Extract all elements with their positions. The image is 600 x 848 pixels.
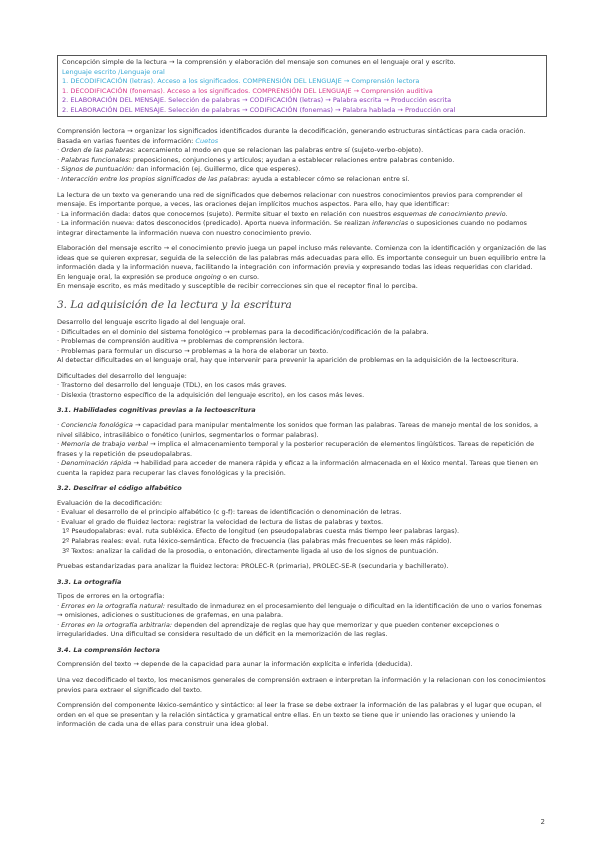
text: o en curso. xyxy=(220,272,260,281)
text: → habilidad para acceder de manera rápida y eficaz a la información almacenada en el léxico mental. Tareas que tienen en cuenta la rapidez para recuperar las claves fonológicas y la precisión. xyxy=(57,459,538,477)
paragraph xyxy=(57,592,547,640)
text: acercamiento al modo en que se relacionan las palabras entre sí (sujeto-verbo-objeto). xyxy=(135,146,424,155)
text: · Denominación rápida xyxy=(57,459,132,468)
summary-box xyxy=(57,55,547,117)
section-heading: 3. La adquisición de la lectura y la escritura xyxy=(57,299,292,312)
paragraph: Una vez decodificado el texto, los mecanismos generales de comprensión extraen e interpretan la información y la relacionan con los conocimientos previos para extraer el significado del texto. xyxy=(57,675,546,694)
text: → capacidad para manipular mentalmente los sonidos que forman las palabras. Tareas de manejo mental de los sonidos, a nivel silábico, intrasilábico o fonético (unirlos, segmentarlos o formar palabras). xyxy=(57,420,539,439)
text-line: 3º Textos: analizar la calidad de la prosodia, o entonación, directamente ligada al uso de los signos de puntuación. xyxy=(62,546,439,555)
text: · Orden de las palabras: xyxy=(57,146,136,155)
text-line: 1º Pseudopalabras: eval. ruta subléxica. Efecto de longitud (en pseudopalabras cuesta más tiempo leer palabras largas). xyxy=(62,527,460,536)
text: dependen del aprendizaje de reglas que hay que memorizar y que pueden contener excepciones o irregularidades. Una dificultad se considera resultado de un déficit en la memorización de las reglas. xyxy=(57,620,500,639)
subsection-heading: 3.4. La comprensión lectora xyxy=(57,645,160,654)
text: preposiciones, conjunciones y artículos; ayudan a establecer relaciones entre palabras contenido. xyxy=(130,155,455,164)
text-line: · Dislexia (trastorno específico de la adquisición del lenguaje escrito), en los casos más leves. xyxy=(57,390,365,399)
text: ayuda a establecer cómo se relacionan entre sí. xyxy=(249,175,410,184)
text-line xyxy=(57,621,547,640)
text-line: 2º Palabras reales: eval. ruta léxico-semántica. Efecto de frecuencia (las palabras más frecuentes se leen más rápido). xyxy=(62,536,452,545)
text: En lenguaje oral, la expresión se produce xyxy=(57,272,195,281)
page-number: 2 xyxy=(540,818,545,826)
text-line xyxy=(57,602,547,621)
text-line: · Evaluar el grado de fluidez lectora: registrar la velocidad de lectura de listas de palabras y textos. xyxy=(57,517,384,526)
text: o suposiciones cuando no podamos integrar directamente la información nueva con nuestro conocimiento previo. xyxy=(57,219,527,237)
text: esquemas de conocimiento previo. xyxy=(392,209,508,218)
text-line xyxy=(57,146,547,156)
box-line: 2. ELABORACIÓN DEL MENSAJE. Selección de palabras → CODIFICACIÓN (letras) → Palabra escrita → Producción escrita xyxy=(62,96,452,105)
box-line: Concepción simple de la lectura → la comprensión y elaboración del mensaje son comunes en el lenguaje oral y escrito. xyxy=(62,58,456,66)
text: · Errores en la ortografía arbitraria: xyxy=(57,620,173,629)
text: · Palabras funcionales: xyxy=(57,155,131,164)
box-line: 1. DECODIFICACIÓN (fonemas). Acceso a los significados. COMPRENSIÓN DEL LENGUAJE → Comprensión auditiva xyxy=(62,86,433,95)
paragraph: Comprensión del componente léxico-semántico y sintáctico: al leer la frase se debe extraer la información de las palabras y el lugar que ocupan, el orden en el que se presentan y la relación sintáctica y gramatical entre ellas. En un texto se tiene que ir uniendo las oraciones y uniendo la información de cada una de ellas para construir una idea global. xyxy=(57,701,542,729)
text: Elaboración del mensaje escrito → el conocimiento previo juega un papel incluso más relevante. Comienza con la identificación y organización de las ideas que se quieren expresar, seguida de la selección de las palabras más adecuadas para ello. Es importante conseguir un buen equilibrio entre la información dada y la información nueva, facilitando la integración con información previa y expresando todas las ideas requeridas con claridad. xyxy=(57,244,547,272)
text-line xyxy=(57,210,547,220)
text: resultado de inmadurez en el procesamiento del lenguaje o dificultad en la identificación de uno o varios fonemas → omisiones, adiciones o sustituciones de grafemas, en una palabra. xyxy=(57,601,542,620)
paragraph: Pruebas estandarizadas para analizar la fluidez lectora: PROLEC-R (primaria), PROLEC-SE-R (secundaria y bachillerato). xyxy=(57,562,449,571)
paragraph xyxy=(57,421,547,478)
text: · Errores en la ortografía natural: xyxy=(57,601,166,610)
text-line xyxy=(57,459,547,478)
text-line: · Trastorno del desarrollo del lenguaje (TDL), en los casos más graves. xyxy=(57,381,287,390)
subsection-heading: 3.2. Descifrar el código alfabético xyxy=(57,484,182,493)
text-line: Tipos de errores en la ortografía: xyxy=(57,592,165,601)
text: · La información nueva: datos desconocidos (predicado). Aporta nueva información. Se realizan xyxy=(57,219,373,228)
paragraph xyxy=(57,499,547,556)
text-line xyxy=(57,156,547,166)
text-line: · Evaluar el desarrollo de el principio alfabético (c g-f): tareas de identificación o denominación de letras. xyxy=(57,508,402,517)
text-line xyxy=(57,219,547,238)
text-line: · Problemas de comprensión auditiva → problemas de comprensión lectora. xyxy=(57,337,305,346)
text: · Signos de puntuación: xyxy=(57,165,135,174)
paragraph xyxy=(57,127,547,184)
box-line: 2. ELABORACIÓN DEL MENSAJE. Selección de palabras → CODIFICACIÓN (fonemas) → Palabra hablada → Producción oral xyxy=(62,105,456,114)
text: · Conciencia fonológica xyxy=(57,420,133,429)
text: · La información dada: datos que conocemos (sujeto). Permite situar el texto en relación con nuestros xyxy=(57,209,393,218)
text: Comprensión lectora → organizar los significados identificados durante la decodificación, generando estructuras sintácticas para cada oración. Basada en varias fuentes de información: xyxy=(57,127,526,145)
text: · Memoria de trabajo verbal xyxy=(57,440,149,449)
paragraph xyxy=(57,244,547,292)
text: → implica el almacenamiento temporal y la posterior recuperación de elementos lingüísticos. Tareas de repetición de frases y la repetición de pseudopalabras. xyxy=(57,440,535,458)
text: dan información (ej. Guillermo, dice que esperes). xyxy=(134,165,301,174)
box-line: 1. DECODIFICACIÓN (letras). Acceso a los significados. COMPRENSIÓN DEL LENGUAJE → Comprensión lectora xyxy=(62,77,420,86)
text-line: Al detectar dificultades en el lenguaje oral, hay que intervenir para prevenir la aparición de problemas en la adquisición de la lectoescritura. xyxy=(57,356,519,365)
subsection-heading: 3.3. La ortografía xyxy=(57,577,122,586)
text: · Interacción entre los propios significados de las palabras: xyxy=(57,175,250,184)
subsection-heading: 3.1. Habilidades cognitivas previas a la lectoescritura xyxy=(57,406,256,415)
text-line xyxy=(57,165,547,175)
paragraph xyxy=(57,318,547,366)
text-line: · Problemas para formular un discurso → problemas a la hora de elaborar un texto. xyxy=(57,346,329,355)
text-line: Evaluación de la decodificación: xyxy=(57,498,163,507)
text-line: En mensaje escrito, es más meditado y susceptible de recibir correcciones sin que el receptor final lo perciba. xyxy=(57,282,418,291)
box-line: Lenguaje escrito /Lenguaje oral xyxy=(62,67,165,76)
text-line xyxy=(57,440,547,459)
text-line xyxy=(57,175,547,185)
text-line xyxy=(57,421,547,440)
text-line: · Dificultades en el dominio del sistema fonológico → problemas para la decodificación/codificación de la palabra. xyxy=(57,327,429,336)
text-line: Dificultades del desarrollo del lenguaje: xyxy=(57,371,187,380)
document-body xyxy=(57,55,547,736)
text-line xyxy=(57,273,547,283)
paragraph xyxy=(57,372,547,401)
text: ongoing xyxy=(194,272,221,281)
paragraph: Comprensión del texto → depende de la capacidad para aunar la información explícita e inferida (deducida). xyxy=(57,660,413,669)
text: La lectura de un texto va generando una red de significados que debemos relacionar con nuestros conocimientos previos para comprender el mensaje. Es importante porque, a veces, las oraciones dejan implícitos muchos aspectos. Para ello, hay que identificar: xyxy=(57,190,523,209)
text: inferencias xyxy=(372,219,409,228)
text-line: Desarrollo del lenguaje escrito ligado al del lenguaje oral. xyxy=(57,318,246,327)
text: Cuetos xyxy=(195,136,219,145)
paragraph xyxy=(57,191,547,239)
